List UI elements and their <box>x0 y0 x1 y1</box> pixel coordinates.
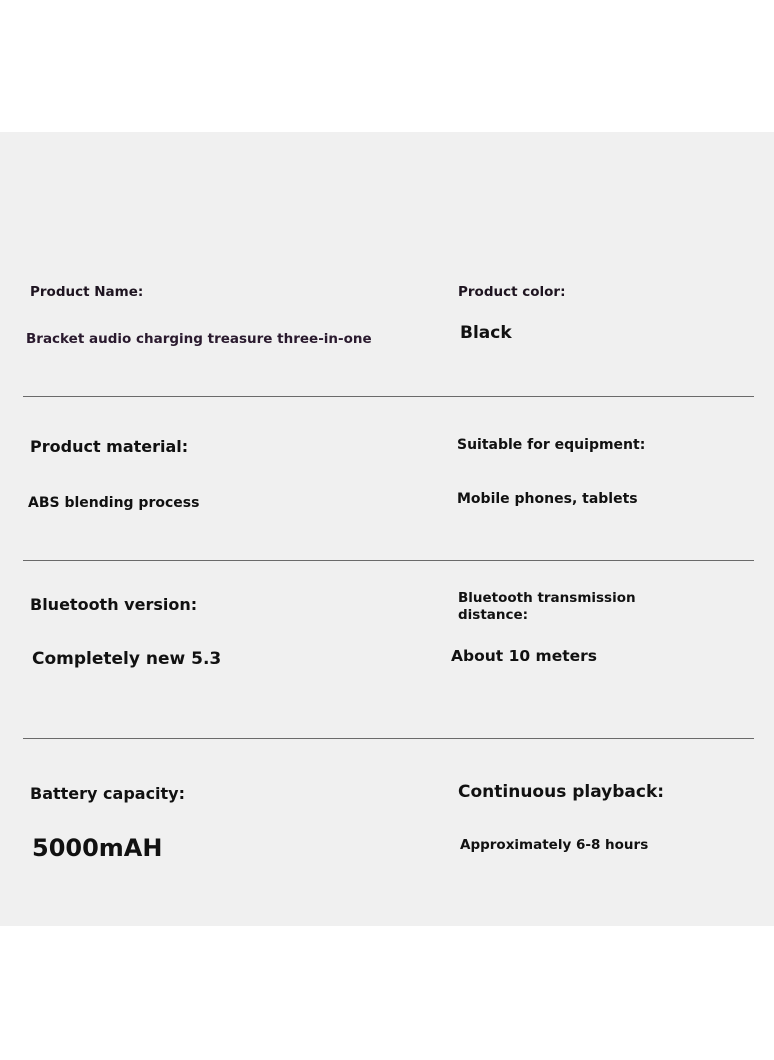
product-name-label: Product Name: <box>30 284 144 300</box>
battery-capacity-value: 5000mAH <box>32 834 163 862</box>
battery-capacity-label: Battery capacity: <box>30 784 186 803</box>
product-color-label: Product color: <box>458 284 566 300</box>
bluetooth-version-value: Completely new 5.3 <box>32 649 222 669</box>
bluetooth-version-label: Bluetooth version: <box>30 595 198 614</box>
row-divider-1 <box>23 396 754 397</box>
row-divider-2 <box>23 560 754 561</box>
continuous-playback-label: Continuous playback: <box>458 782 665 802</box>
spec-panel <box>0 132 774 926</box>
product-material-label: Product material: <box>30 437 189 456</box>
suitable-equipment-label: Suitable for equipment: <box>457 437 646 453</box>
product-name-value: Bracket audio charging treasure three-in-one <box>26 331 372 347</box>
product-color-value: Black <box>460 323 512 343</box>
continuous-playback-value: Approximately 6-8 hours <box>460 837 649 853</box>
product-material-value: ABS blending process <box>28 495 200 511</box>
row-divider-3 <box>23 738 754 739</box>
bluetooth-distance-value: About 10 meters <box>451 647 598 665</box>
suitable-equipment-value: Mobile phones, tablets <box>457 491 638 507</box>
bluetooth-distance-label: Bluetooth transmission distance: <box>458 590 636 623</box>
